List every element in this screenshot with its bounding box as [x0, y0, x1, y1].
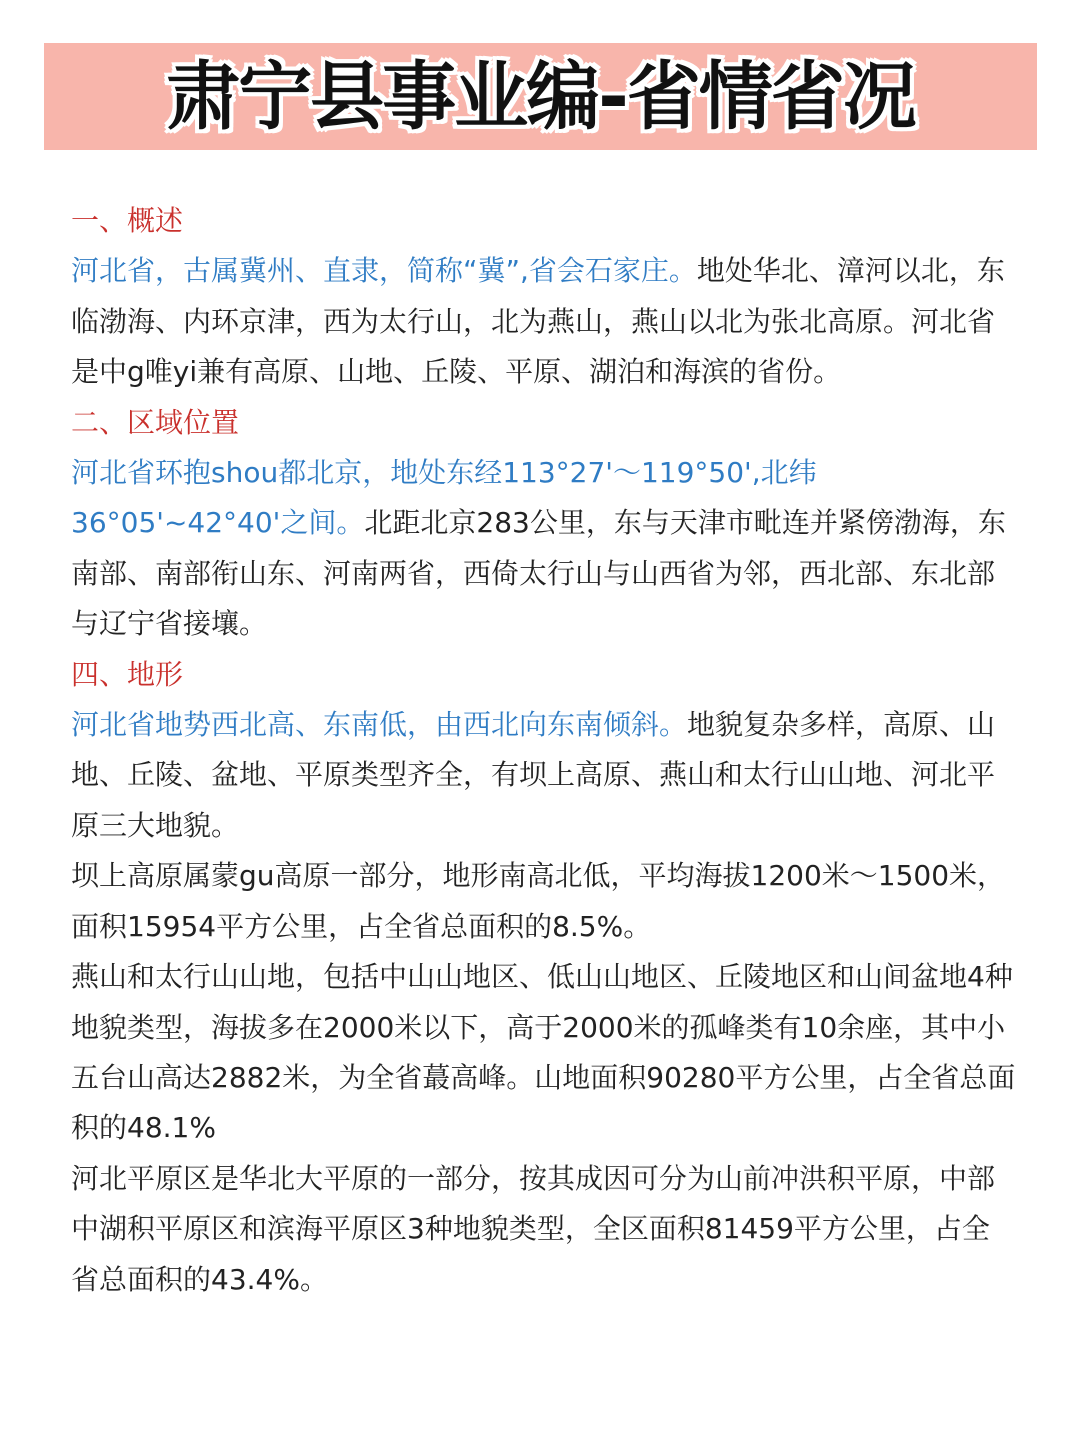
location-text: 北距北京283公里，东与天津市毗连并紧傍渤海，东南部、南部衔山东、河南两省，西倚太行山与山西省为邻，西北部、东北部与辽宁省接壤。: [71, 506, 1006, 641]
overview-paragraph: [71, 246, 1016, 397]
title-banner: [44, 43, 1037, 150]
location-highlight: 河北省环抱shou都北京，地处东经113°27'～119°50',北纬36°05'~42°40'之间。: [71, 456, 817, 540]
section-heading-location: 二、区域位置: [71, 405, 240, 439]
terrain-text: 地貌复杂多样，高原、山地、丘陵、盆地、平原类型齐全，有坝上高原、燕山和太行山山地、河北平原三大地貌。: [71, 708, 996, 842]
location-paragraph: [71, 448, 1016, 650]
section-heading-overview: 一、概述: [71, 204, 184, 237]
article-body: [71, 196, 1016, 1305]
terrain-highlight: 河北省地势西北高、东南低，由西北向东南倾斜。: [71, 708, 688, 742]
overview-text: 地处华北、漳河以北，东临渤海、内环京津，西为太行山，北为燕山，燕山以北为张北高原。河北省是中g唯yi兼有高原、山地、丘陵、平原、湖泊和海滨的省份。: [71, 254, 1005, 389]
terrain-paragraph-bashang: 坝上高原属蒙gu高原一部分，地形南高北低，平均海拔1200米～1500米，面积15954平方公里，占全省总面积的8.5%。: [71, 859, 1006, 943]
page-title: 肃宁县事业编-省情省况: [166, 53, 915, 140]
terrain-paragraph-mountains: 燕山和太行山山地，包括中山山地区、低山山地区、丘陵地区和山间盆地4种地貌类型，海拔多在2000米以下，高于2000米的孤峰类有10余座，其中小五台山高达2882米，为全省蕞高峰。山地面积90280平方公里，占全省总面积的48.1%: [71, 960, 1016, 1145]
terrain-paragraph-plain: 河北平原区是华北大平原的一部分，按其成因可分为山前冲洪积平原，中部中湖积平原区和滨海平原区3种地貌类型，全区面积81459平方公里，占全省总面积的43.4%。: [71, 1161, 996, 1296]
section-heading-terrain: 四、地形: [71, 657, 184, 691]
overview-highlight: 河北省，古属冀州、直隶，简称“冀”,省会石家庄。: [71, 254, 697, 288]
terrain-paragraph-1: [71, 700, 1016, 851]
